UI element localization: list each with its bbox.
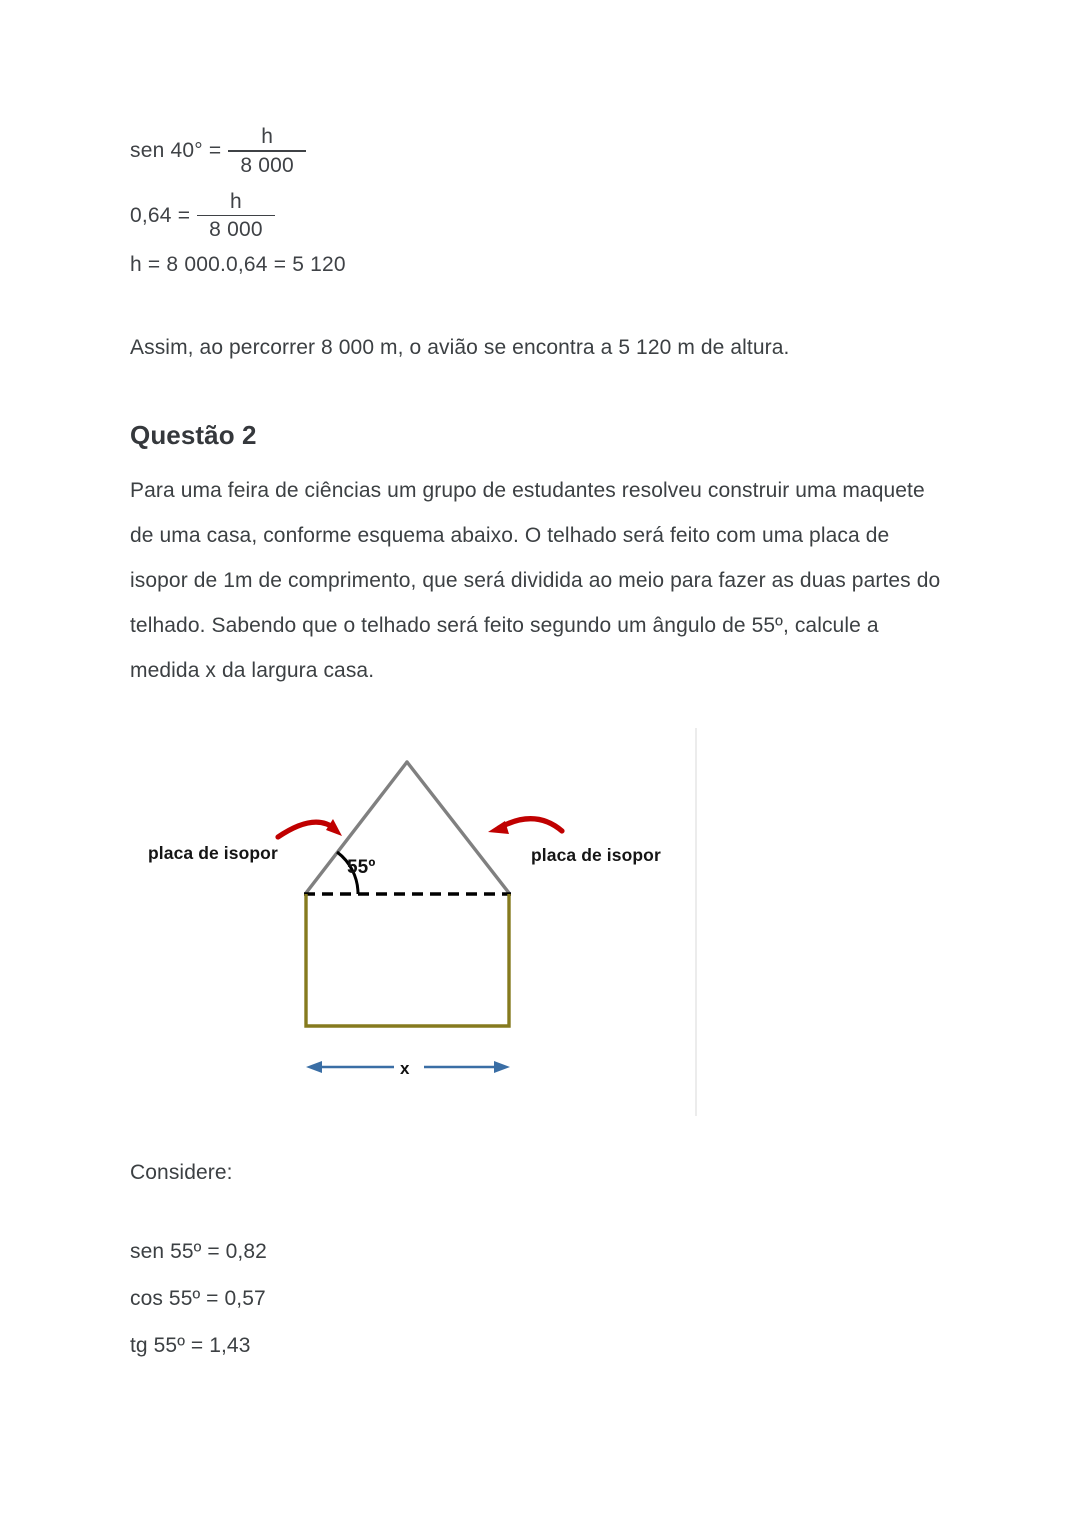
trig-item-sen: sen 55º = 0,82	[130, 1240, 267, 1263]
label-width-x: x	[400, 1059, 410, 1078]
trig-item-tg: tg 55º = 1,43	[130, 1334, 251, 1357]
fraction-1-numerator: h	[261, 125, 274, 148]
conclusion-paragraph: Assim, ao percorrer 8 000 m, o avião se encontra a 5 120 m de altura.	[130, 336, 790, 359]
diagram-divider	[695, 728, 697, 1116]
equation-064-lhs: 0,64 =	[130, 204, 191, 228]
equation-064	[130, 190, 650, 243]
equation-block	[130, 125, 650, 277]
equation-sen40-lhs: sen 40° =	[130, 139, 222, 163]
label-placa-isopor-left: placa de isopor	[148, 843, 278, 863]
label-placa-isopor-right: placa de isopor	[531, 845, 661, 865]
fraction-2-numerator: h	[230, 189, 242, 213]
arrow-left-red	[278, 819, 342, 837]
question-paragraph: Para uma feira de ciências um grupo de estudantes resolveu construir uma maquete de uma casa, conforme esquema abaixo. O telhado será feito com uma placa de isopor de 1m de comprimento, que será dividida ao meio para fazer as duas partes do telhado. Sabendo que o telhado será feito segundo um ângulo de 55º, calcule a medida x da largura casa.	[130, 479, 941, 682]
trig-values-list	[130, 1228, 530, 1369]
trig-item-cos: cos 55º = 0,57	[130, 1287, 266, 1310]
equation-h-result: h = 8 000.0,64 = 5 120	[130, 252, 346, 276]
label-angle-55: 55º	[347, 857, 376, 878]
fraction-2	[197, 190, 275, 243]
house-wall-rectangle	[306, 894, 509, 1026]
fraction-1	[228, 125, 306, 178]
fraction-2-denominator: 8 000	[209, 218, 263, 242]
roof-right-slope	[407, 762, 509, 893]
house-diagram	[130, 720, 730, 1120]
page-title: Questão 2	[130, 420, 257, 450]
arrow-right-red	[488, 819, 562, 834]
fraction-1-denominator: 8 000	[240, 153, 294, 177]
considere-label: Considere:	[130, 1161, 233, 1184]
equation-sen40	[130, 125, 650, 178]
